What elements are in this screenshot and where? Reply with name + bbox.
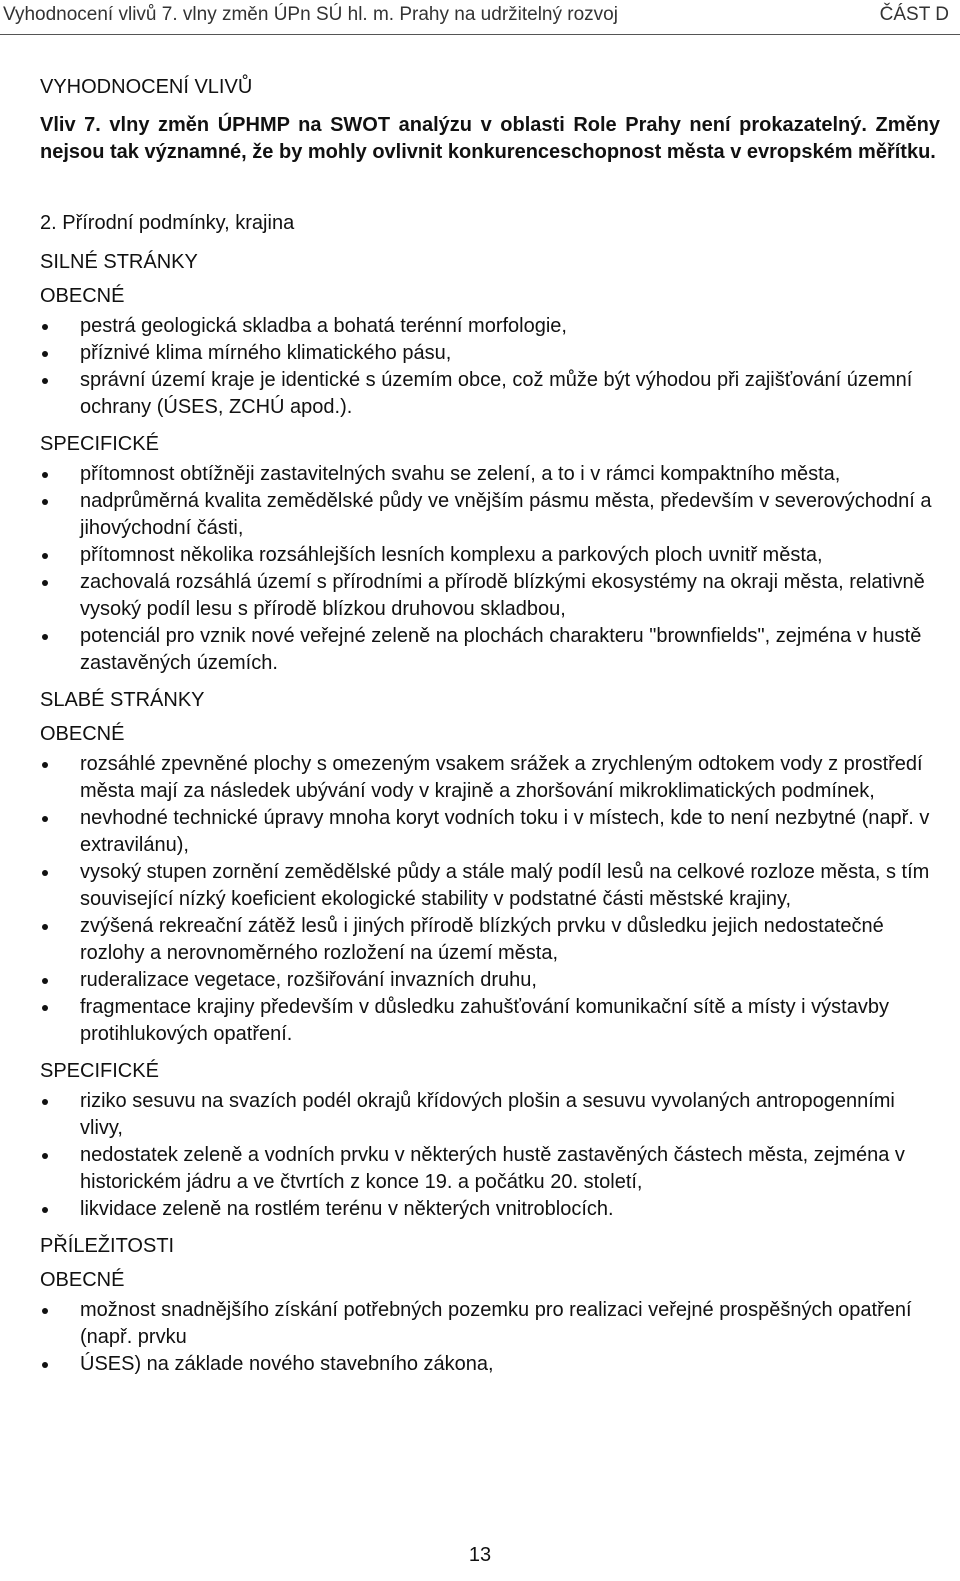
- weaknesses-general-heading: OBECNÉ: [40, 723, 125, 745]
- list-item: zvýšená rekreační zátěž lesů i jiných přírodě blízkých prvku v důsledku jejich nedostatečné rozlohy a nerovnoměrného rozložení na území města,: [40, 913, 940, 967]
- opportunities-heading: PŘÍLEŽITOSTI: [40, 1235, 175, 1257]
- weaknesses-heading: SLABÉ STRÁNKY: [40, 689, 205, 711]
- list-item: nadprůměrná kvalita zemědělské půdy ve vnějším pásmu města, především v severovýchodní a jihovýchodní části,: [40, 488, 940, 542]
- list-item: možnost snadnějšího získání potřebných pozemku pro realizaci veřejné prospěšných opatření (např. prvku: [40, 1297, 940, 1351]
- strengths-general-heading: OBECNÉ: [40, 285, 125, 307]
- weaknesses-specific-list: [40, 1088, 940, 1223]
- list-item: ÚSES) na základe nového stavebního zákona,: [40, 1351, 940, 1378]
- weaknesses-general-list: [40, 751, 940, 1048]
- section-title: 2. Přírodní podmínky, krajina: [40, 212, 295, 234]
- list-item: likvidace zeleně na rostlém terénu v některých vnitroblocích.: [40, 1196, 940, 1223]
- list-item: riziko sesuvu na svazích podél okrajů křídových plošin a sesuvu vyvolaných antropogenními vlivy,: [40, 1088, 940, 1142]
- strengths-specific-heading: SPECIFICKÉ: [40, 433, 159, 455]
- list-item: vysoký stupen zornění zemědělské půdy a stále malý podíl lesů na celkové rozloze města, s tím související nízký koeficient ekologické stability v podstatné části městské krajiny,: [40, 859, 940, 913]
- list-item: rozsáhlé zpevněné plochy s omezeným vsakem srážek a zrychleným odtokem vody z prostředí města mají za následek ubývání vody v krajině a zhoršování mikroklimatických podmínek,: [40, 751, 940, 805]
- header-document-title: Vyhodnocení vlivů 7. vlny změn ÚPn SÚ hl. m. Prahy na udržitelný rozvoj: [3, 4, 618, 25]
- list-item: potenciál pro vznik nové veřejné zeleně na plochách charakteru "brownfields", zejména v hustě zastavěných územích.: [40, 623, 940, 677]
- header-part-label: ČÁST D: [879, 4, 949, 25]
- list-item: zachovalá rozsáhlá území s přírodními a přírodě blízkými ekosystémy na okraji města, relativně vysoký podíl lesu s přírodě blízkou druhovou skladbou,: [40, 569, 940, 623]
- strengths-heading: SILNÉ STRÁNKY: [40, 251, 198, 273]
- strengths-specific-list: [40, 461, 940, 677]
- weaknesses-specific-heading: SPECIFICKÉ: [40, 1060, 159, 1082]
- intro-paragraph: Vliv 7. vlny změn ÚPHMP na SWOT analýzu v oblasti Role Prahy není prokazatelný. Změny nejsou tak významné, že by mohly ovlivnit konkurenceschopnost města v evropském měřítku.: [40, 114, 940, 163]
- page-content: [40, 74, 940, 1378]
- list-item: nedostatek zeleně a vodních prvku v některých hustě zastavěných částech města, zejména v historickém jádru a ve čtvrtích z konce 19. a počátku 20. století,: [40, 1142, 940, 1196]
- list-item: fragmentace krajiny především v důsledku zahušťování komunikační sítě a místy i výstavby protihlukových opatření.: [40, 994, 940, 1048]
- strengths-general-list: [40, 313, 940, 421]
- list-item: přítomnost několika rozsáhlejších lesních komplexu a parkových ploch uvnitř města,: [40, 542, 940, 569]
- list-item: správní území kraje je identické s územím obce, což může být výhodou při zajišťování územní ochrany (ÚSES, ZCHÚ apod.).: [40, 367, 940, 421]
- running-header: [0, 0, 960, 35]
- opportunities-general-list: [40, 1297, 940, 1378]
- list-item: nevhodné technické úpravy mnoha koryt vodních toku i v místech, kde to není nezbytné (např. v extravilánu),: [40, 805, 940, 859]
- list-item: pestrá geologická skladba a bohatá terénní morfologie,: [40, 313, 940, 340]
- list-item: přítomnost obtížněji zastavitelných svahu se zelení, a to i v rámci kompaktního města,: [40, 461, 940, 488]
- list-item: ruderalizace vegetace, rozšiřování invazních druhu,: [40, 967, 940, 994]
- list-item: příznivé klima mírného klimatického pásu,: [40, 340, 940, 367]
- page-number: 13: [468, 1544, 492, 1566]
- page-title: VYHODNOCENÍ VLIVŮ: [40, 76, 253, 98]
- opportunities-general-heading: OBECNÉ: [40, 1269, 125, 1291]
